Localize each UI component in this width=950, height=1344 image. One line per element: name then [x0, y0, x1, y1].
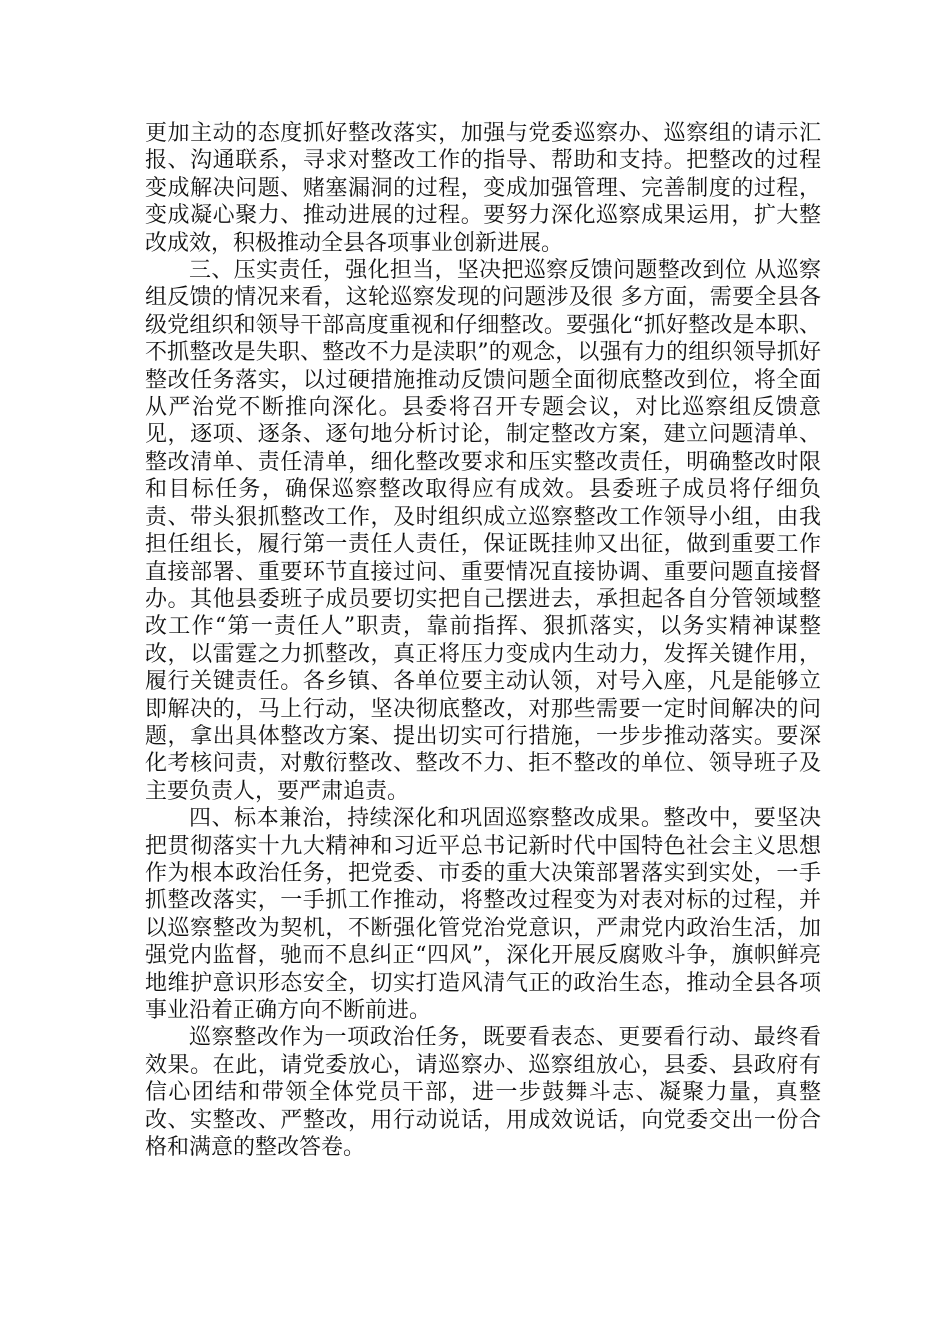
- paragraph-section-three: 三、压实责任，强化担当，坚决把巡察反馈问题整改到位 从巡察组反馈的情况来看，这轮巡察发现的问题涉及很 多方面，需要全县各级党组织和领导干部高度重视和仔细整改。要强化“抓好整改是本职、不抓整改是失职、整改不力是渎职”的观念，以强有力的组织领导抓好整改任务落实，以过硬措施推动反馈问题全面彻底整改到位，将全面从严治党不断推向深化。县委将召开专题会议，对比巡察组反馈意见，逐项、逐条、逐句地分析讨论，制定整改方案，建立问题清单、整改清单、责任清单，细化整改要求和压实整改责任，明确整改时限和目标任务，确保巡察整改取得应有成效。县委班子成员将仔细负责、带头狠抓整改工作，及时组织成立巡察整改工作领导小组，由我担任组长，履行第一责任人责任，保证既挂帅又出征，做到重要工作直接部署、重要环节直接过问、重要情况直接协调、重要问题直接督办。其他县委班子成员要切实把自己摆进去，承担起各自分管领域整改工作“第一责任人”职责，靠前指挥、狠抓落实，以务实精神谋整改，以雷霆之力抓整改，真正将压力变成内生动力，发挥关键作用，履行关键责任。各乡镇、各单位要主动认领，对号入座，凡是能够立即解决的，马上行动，坚决彻底整改，对那些需要一定时间解决的问题，拿出具体整改方案、提出切实可行措施，一步步推动落实。要深化考核问责，对敷衍整改、整改不力、拒不整改的单位、领导班子及主要负责人，要严肃追责。: [145, 258, 821, 804]
- paragraph-conclusion: 巡察整改作为一项政治任务，既要看表态、更要看行动、最终看效果。在此，请党委放心，请巡察办、巡察组放心，县委、县政府有信心团结和带领全体党员干部，进一步鼓舞斗志、凝聚力量，真整改、实整改、严整改，用行动说话，用成效说话，向党委交出一份合格和满意的整改答卷。: [145, 1025, 821, 1161]
- document-body: [145, 120, 821, 1161]
- paragraph-continuation: 更加主动的态度抓好整改落实，加强与党委巡察办、巡察组的请示汇报、沟通联系，寻求对整改工作的指导、帮助和支持。把整改的过程变成解决问题、赌塞漏洞的过程，变成加强管理、完善制度的过程，变成凝心聚力、推动进展的过程。要努力深化巡察成果运用，扩大整改成效，积极推动全县各项事业创新进展。: [145, 121, 821, 256]
- paragraph-section-four: 四、标本兼治，持续深化和巩固巡察整改成果。整改中，要坚决把贯彻落实十九大精神和习近平总书记新时代中国特色社会主义思想作为根本政治任务，把党委、市委的重大决策部署落实到实处，一手抓整改落实，一手抓工作推动，将整改过程变为对表对标的过程，并以巡察整改为契机，不断强化管党治党意识，严肃党内政治生活，加强党内监督，驰而不息纠正“四风”，深化开展反腐败斗争，旗帜鲜亮地维护意识形态安全，切实打造风清气正的政治生态，推动全县各项事业沿着正确方向不断前进。: [145, 806, 821, 1023]
